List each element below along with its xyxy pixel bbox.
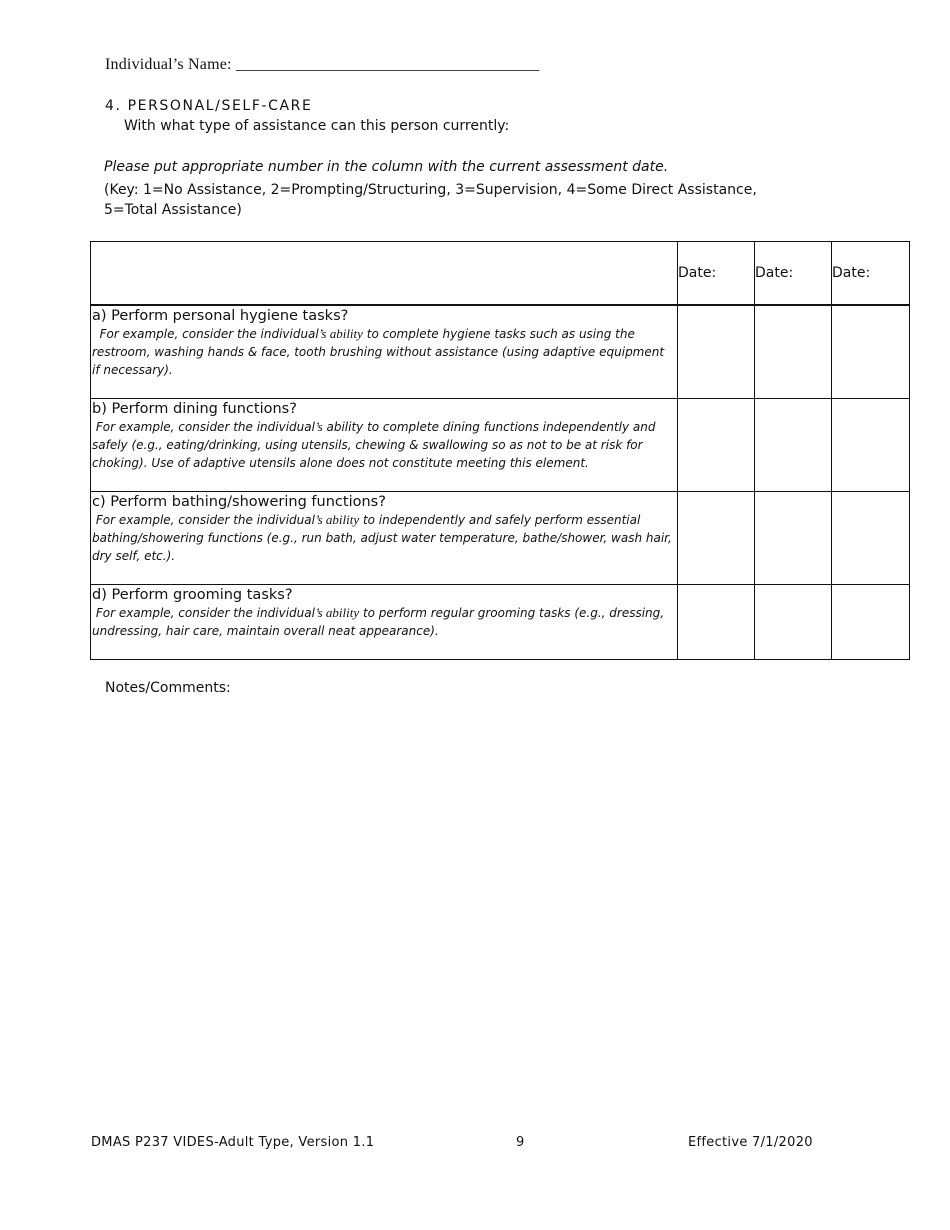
score-cell[interactable] [678, 584, 755, 659]
footer-effective-date: Effective 7/1/2020 [688, 1135, 813, 1150]
score-cell[interactable] [678, 398, 755, 491]
date-header-1[interactable]: Date: [678, 242, 755, 306]
score-cell[interactable] [678, 491, 755, 584]
individual-name-line [105, 56, 539, 74]
item-cell-grooming [91, 584, 678, 659]
item-cell-dining [91, 398, 678, 491]
assistance-key-line-2: 5=Total Assistance) [104, 202, 242, 218]
score-cell[interactable] [755, 491, 832, 584]
item-example: For example, consider the individual’s ability to complete hygiene tasks such as using the restroom, washing hands & face, tooth brushing without assistance (using adaptive equipment if necessary). [92, 326, 665, 377]
date-header-3[interactable]: Date: [832, 242, 910, 306]
instruction-text: Please put appropriate number in the column with the current assessment date. [104, 159, 669, 175]
individual-name-blank[interactable]: _____________________________________ [235, 56, 540, 73]
table-row [91, 491, 910, 584]
section-subtitle: With what type of assistance can this person currently: [124, 118, 510, 134]
notes-comments-label: Notes/Comments: [105, 680, 231, 696]
item-question: a) Perform personal hygiene tasks? [92, 308, 349, 324]
item-example: For example, consider the individual’s ability to perform regular grooming tasks (e.g., dressing, undressing, hair care, maintain overall neat appearance). [92, 604, 665, 638]
item-question: d) Perform grooming tasks? [92, 586, 293, 603]
item-example: For example, consider the individual’s ability to complete dining functions independently and safely (e.g., eating/drinking, using utensils, chewing & swallowing so as not to be at risk for choking). Use of adaptive utensils alone does not constitute meeting this element. [92, 418, 656, 470]
table-row [91, 305, 910, 398]
table-header-row [91, 242, 910, 306]
score-cell[interactable] [832, 584, 910, 659]
score-cell[interactable] [832, 305, 910, 398]
item-question: c) Perform bathing/showering functions? [92, 493, 386, 510]
score-cell[interactable] [832, 398, 910, 491]
footer-page-number: 9 [516, 1135, 525, 1150]
item-question: b) Perform dining functions? [92, 400, 297, 417]
item-example: For example, consider the individual’s ability to independently and safely perform essential bathing/showering functions (e.g., run bath, adjust water temperature, bathe/shower, wash hair, dry self, etc.). [92, 511, 672, 563]
score-cell[interactable] [678, 305, 755, 398]
footer-form-id: DMAS P237 VIDES-Adult Type, Version 1.1 [91, 1135, 375, 1150]
score-cell[interactable] [755, 398, 832, 491]
self-care-assessment-table [90, 241, 910, 660]
date-header-2[interactable]: Date: [755, 242, 832, 306]
table-row [91, 398, 910, 491]
score-cell[interactable] [755, 305, 832, 398]
score-cell[interactable] [832, 491, 910, 584]
assistance-key [104, 180, 804, 220]
item-cell-bathing [91, 491, 678, 584]
item-cell-hygiene [91, 305, 678, 398]
assistance-key-line-1: (Key: 1=No Assistance, 2=Prompting/Structuring, 3=Supervision, 4=Some Direct Assistance, [104, 182, 757, 198]
score-cell[interactable] [755, 584, 832, 659]
individual-name-label: Individual’s Name: [105, 56, 232, 73]
table-row [91, 584, 910, 659]
section-title: 4. PERSONAL/SELF-CARE [105, 98, 313, 114]
header-blank-cell [91, 242, 678, 306]
